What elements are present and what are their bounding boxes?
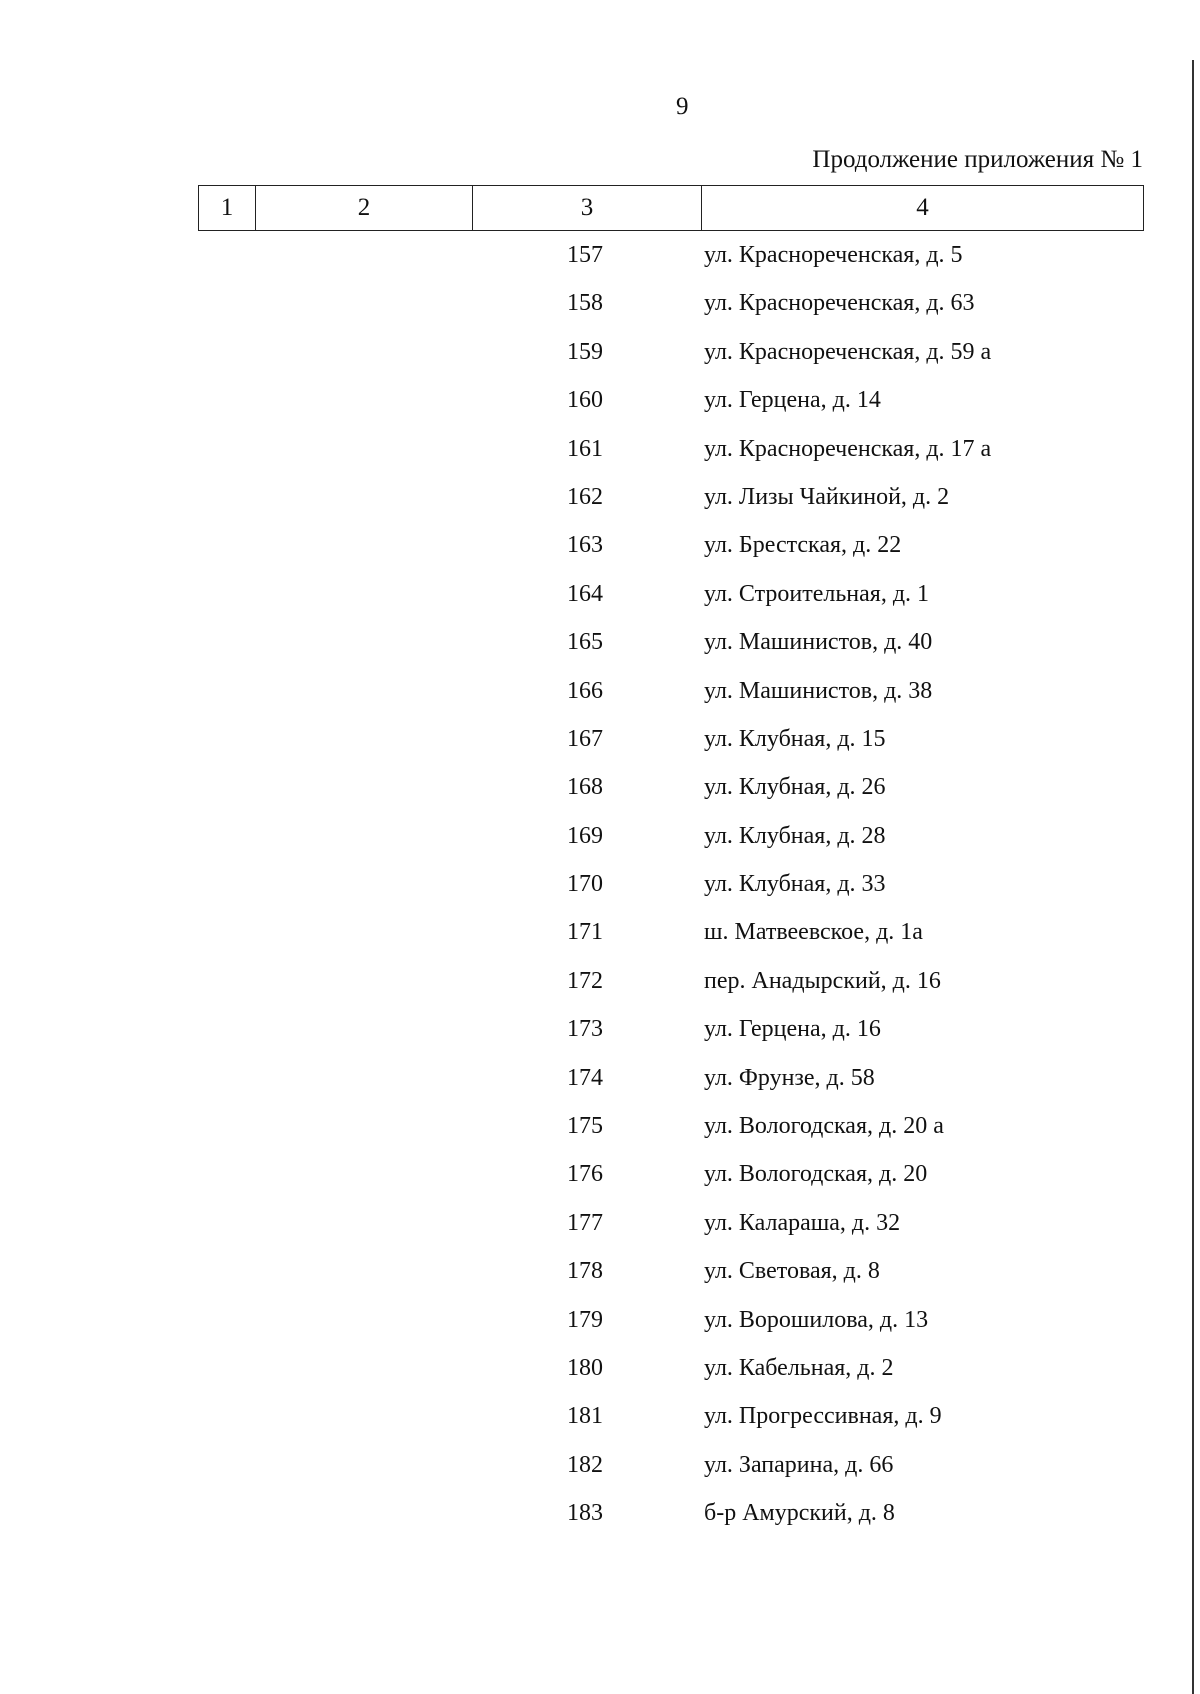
header-col-2: 2 (256, 186, 473, 230)
row-number: 172 (567, 967, 603, 994)
row-number: 160 (567, 387, 603, 414)
table-row (0, 1256, 1200, 1304)
table-row (0, 288, 1200, 336)
row-number: 169 (567, 822, 603, 849)
table-body (0, 240, 1200, 1547)
table-header (198, 185, 1144, 231)
row-address: ул. Краснореченская, д. 17 а (704, 435, 992, 462)
row-address: ул. Запарина, д. 66 (704, 1451, 894, 1478)
row-address: ул. Брестская, д. 22 (704, 532, 902, 559)
row-number: 159 (567, 338, 603, 365)
table-row (0, 676, 1200, 724)
table-row (0, 966, 1200, 1014)
table-row (0, 530, 1200, 578)
row-address: ул. Световая, д. 8 (704, 1258, 880, 1285)
row-address: ул. Клубная, д. 33 (704, 871, 886, 898)
row-number: 182 (567, 1451, 603, 1478)
row-address: ул. Ворошилова, д. 13 (704, 1306, 929, 1333)
table-row (0, 434, 1200, 482)
row-address: ул. Кабельная, д. 2 (704, 1354, 894, 1381)
table-row (0, 1014, 1200, 1062)
table-row (0, 1111, 1200, 1159)
table-row (0, 482, 1200, 530)
table-row (0, 772, 1200, 820)
row-number: 163 (567, 532, 603, 559)
row-address: ул. Вологодская, д. 20 а (704, 1113, 944, 1140)
row-address: пер. Анадырский, д. 16 (704, 967, 941, 994)
row-number: 158 (567, 290, 603, 317)
row-number: 165 (567, 629, 603, 656)
row-address: ул. Машинистов, д. 38 (704, 677, 933, 704)
row-number: 166 (567, 677, 603, 704)
header-col-3: 3 (473, 186, 702, 230)
row-address: ш. Матвеевское, д. 1а (704, 919, 923, 946)
row-address: ул. Краснореченская, д. 5 (704, 242, 963, 268)
header-col-1: 1 (199, 186, 256, 230)
row-number: 181 (567, 1403, 603, 1430)
row-number: 162 (567, 483, 603, 510)
row-number: 161 (567, 435, 603, 462)
row-address: ул. Вологодская, д. 20 (704, 1161, 928, 1188)
scan-edge-line (1192, 60, 1194, 1694)
table-row (0, 1498, 1200, 1546)
row-address: ул. Лизы Чайкиной, д. 2 (704, 483, 950, 510)
row-address: ул. Калараша, д. 32 (704, 1209, 901, 1236)
table-row (0, 869, 1200, 917)
table-row (0, 1305, 1200, 1353)
row-address: ул. Клубная, д. 26 (704, 774, 886, 801)
table-row (0, 579, 1200, 627)
row-number: 183 (567, 1500, 603, 1527)
table-row (0, 1159, 1200, 1207)
row-number: 164 (567, 580, 603, 607)
row-number: 167 (567, 725, 603, 752)
row-address: ул. Клубная, д. 28 (704, 822, 886, 849)
row-address: ул. Краснореченская, д. 63 (704, 290, 975, 317)
header-col-4: 4 (916, 194, 929, 221)
row-number: 170 (567, 871, 603, 898)
table-row (0, 1450, 1200, 1498)
table-row (0, 627, 1200, 675)
row-address: ул. Машинистов, д. 40 (704, 629, 933, 656)
table-row (0, 821, 1200, 869)
table-row (0, 1401, 1200, 1449)
row-address: ул. Строительная, д. 1 (704, 580, 930, 607)
continuation-label: Продолжение приложения № 1 (812, 146, 1143, 173)
row-address: б-р Амурский, д. 8 (704, 1500, 895, 1527)
row-number: 176 (567, 1161, 603, 1188)
row-number: 177 (567, 1209, 603, 1236)
row-address: ул. Фрунзе, д. 58 (704, 1064, 875, 1091)
row-number: 174 (567, 1064, 603, 1091)
row-number: 171 (567, 919, 603, 946)
table-row (0, 240, 1200, 288)
row-address: ул. Герцена, д. 14 (704, 387, 881, 414)
row-number: 178 (567, 1258, 603, 1285)
row-address: ул. Герцена, д. 16 (704, 1016, 881, 1043)
row-number: 180 (567, 1354, 603, 1381)
table-row (0, 1063, 1200, 1111)
row-number: 179 (567, 1306, 603, 1333)
row-address: ул. Прогрессивная, д. 9 (704, 1403, 942, 1430)
table-row (0, 337, 1200, 385)
row-number: 175 (567, 1113, 603, 1140)
table-row (0, 385, 1200, 433)
row-number: 168 (567, 774, 603, 801)
row-number: 157 (567, 242, 603, 268)
row-address: ул. Клубная, д. 15 (704, 725, 886, 752)
row-number: 173 (567, 1016, 603, 1043)
page-number: 9 (676, 93, 689, 120)
table-row (0, 724, 1200, 772)
table-row (0, 917, 1200, 965)
table-row (0, 1353, 1200, 1401)
table-row (0, 1208, 1200, 1256)
row-address: ул. Краснореченская, д. 59 а (704, 338, 992, 365)
